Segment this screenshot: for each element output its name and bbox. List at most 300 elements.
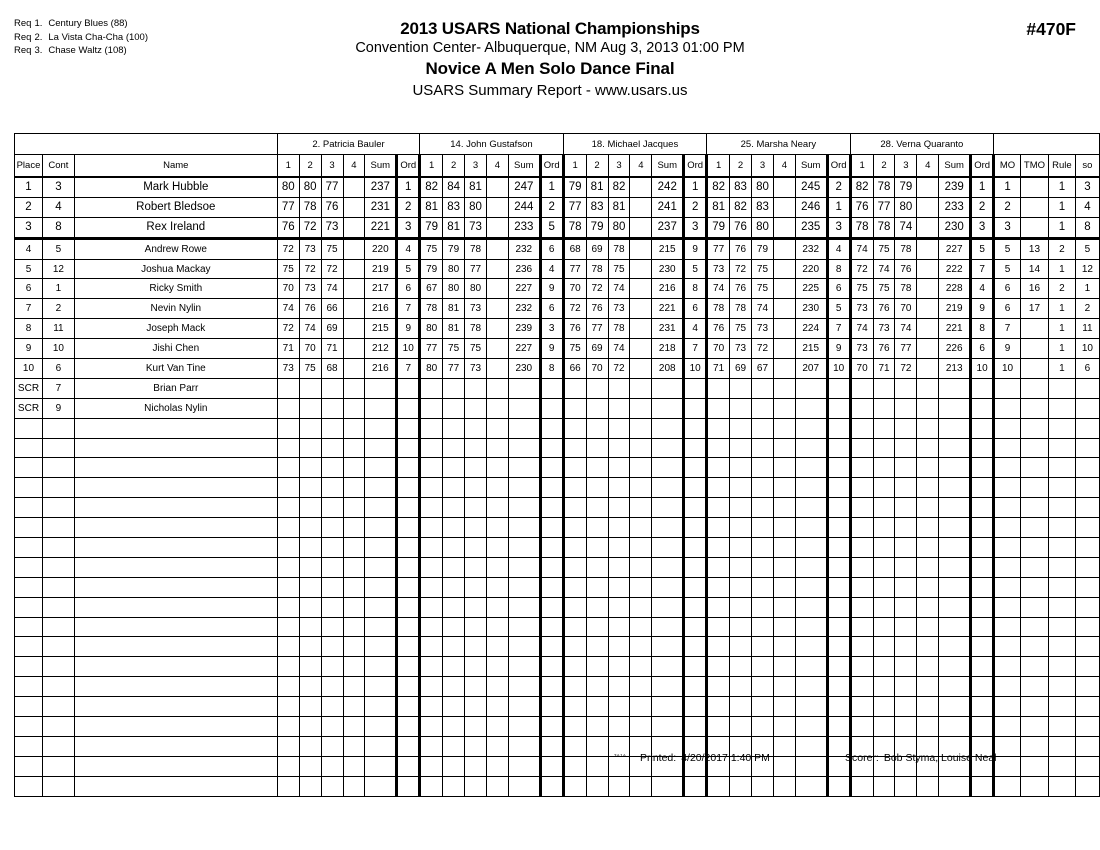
cell-tmo: [1021, 398, 1049, 418]
cell-rule: 1: [1048, 217, 1075, 238]
cell-score-empty: [343, 717, 365, 737]
cell-score-empty: [420, 617, 443, 637]
cell-sum: 237: [652, 217, 684, 238]
cell-so: 1: [1075, 279, 1099, 299]
cell-score-empty: [321, 498, 343, 518]
cell-score: [343, 319, 365, 339]
cell-score-empty: [730, 538, 752, 558]
cell-cont: 2: [42, 299, 74, 319]
cell-score: [486, 299, 508, 319]
cell-score-empty: [563, 697, 586, 717]
cell-ord-empty: [397, 756, 420, 776]
cell-score: 71: [873, 359, 895, 379]
cell-score: 75: [873, 279, 895, 299]
cell-score-empty: [277, 697, 299, 717]
cell-score-empty: [608, 617, 630, 637]
cell-score-empty: [773, 736, 795, 756]
cell-score-empty: [773, 697, 795, 717]
cell-score: 73: [465, 299, 487, 319]
cell-score-empty: [850, 557, 873, 577]
cell-sum: 225: [795, 279, 827, 299]
cell-rule-empty: [1048, 577, 1075, 597]
cell-score: 73: [850, 339, 873, 359]
cell-score: 81: [707, 197, 730, 217]
cell-sum-empty: [795, 657, 827, 677]
cell-score-empty: [343, 776, 365, 796]
cell-score: [630, 398, 652, 418]
cell-score: 74: [608, 279, 630, 299]
cell-mo-empty: [994, 617, 1021, 637]
cell-so: 11: [1075, 319, 1099, 339]
cell-score-empty: [917, 538, 939, 558]
cell-sum-empty: [939, 617, 971, 637]
cell-score-empty: [321, 478, 343, 498]
cell-sum-empty: [795, 697, 827, 717]
cell-score-empty: [321, 637, 343, 657]
cell-mo-empty: [994, 637, 1021, 657]
cell-score: 78: [465, 238, 487, 259]
cell-score-empty: [895, 776, 917, 796]
cell-score-empty: [486, 657, 508, 677]
cell-score: [420, 398, 443, 418]
cell-score-empty: [343, 577, 365, 597]
cell-score: [486, 359, 508, 379]
cell-ord: [827, 398, 850, 418]
cell-score-empty: [773, 438, 795, 458]
cell-rule: [1048, 398, 1075, 418]
cell-score-empty: [895, 518, 917, 538]
cell-name: Joshua Mackay: [74, 259, 277, 279]
cell-ord-empty: [827, 498, 850, 518]
cell-score-empty: [707, 697, 730, 717]
cell-score: 74: [277, 299, 299, 319]
cell-mo: [994, 398, 1021, 418]
table-row-empty: [15, 498, 1100, 518]
cell-score-empty: [773, 538, 795, 558]
cell-score-empty: [563, 736, 586, 756]
cell-score-empty: [321, 518, 343, 538]
cell-name-empty: [74, 756, 277, 776]
cell-name: Kurt Van Tine: [74, 359, 277, 379]
cell-score-empty: [465, 717, 487, 737]
cell-mo-empty: [994, 478, 1021, 498]
cell-score: [321, 378, 343, 398]
cell-score: 77: [895, 339, 917, 359]
cell-score-empty: [299, 756, 321, 776]
cell-score: [917, 177, 939, 197]
cell-score: 76: [277, 217, 299, 238]
cell-place-empty: [15, 597, 43, 617]
cell-score: 81: [608, 197, 630, 217]
cell-score-empty: [465, 557, 487, 577]
cell-name: Brian Parr: [74, 378, 277, 398]
judge-name: 18. Michael Jacques: [563, 134, 706, 155]
cell-sum-empty: [652, 518, 684, 538]
cell-score-empty: [773, 498, 795, 518]
cell-score-empty: [586, 717, 608, 737]
requirement-label: Req: [14, 31, 32, 43]
cell-sum-empty: [795, 557, 827, 577]
cell-tmo-empty: [1021, 458, 1049, 478]
cell-mo: 9: [994, 339, 1021, 359]
table-row-empty: [15, 597, 1100, 617]
cell-score-empty: [443, 697, 465, 717]
cell-score-empty: [586, 617, 608, 637]
cell-name: Ricky Smith: [74, 279, 277, 299]
cell-sum: 224: [795, 319, 827, 339]
cell-score-empty: [873, 677, 895, 697]
cell-score-empty: [343, 438, 365, 458]
cell-score-empty: [873, 717, 895, 737]
cell-sum: 235: [795, 217, 827, 238]
cell-place: 7: [15, 299, 43, 319]
table-row-empty: [15, 717, 1100, 737]
cell-score-empty: [486, 538, 508, 558]
cell-name: Jishi Chen: [74, 339, 277, 359]
cell-score-empty: [343, 756, 365, 776]
cell-sum: 222: [939, 259, 971, 279]
cell-score-empty: [730, 617, 752, 637]
cell-ord-empty: [971, 657, 994, 677]
cell-rule: 1: [1048, 259, 1075, 279]
cell-score: 72: [752, 339, 774, 359]
cell-sum: 230: [795, 299, 827, 319]
cell-ord-empty: [684, 717, 707, 737]
cell-score-empty: [917, 478, 939, 498]
cell-score-empty: [486, 637, 508, 657]
table-row: [15, 259, 1100, 279]
cell-tmo-empty: [1021, 538, 1049, 558]
table-row-empty: [15, 418, 1100, 438]
cell-score: 75: [608, 259, 630, 279]
cell-score-empty: [443, 518, 465, 538]
cell-score-empty: [850, 577, 873, 597]
cell-score-empty: [343, 657, 365, 677]
cell-sum: [508, 378, 540, 398]
cell-ord: 5: [540, 217, 563, 238]
cell-score-empty: [420, 557, 443, 577]
cell-place: 8: [15, 319, 43, 339]
cell-ord: [397, 398, 420, 418]
cell-score: 72: [586, 279, 608, 299]
cell-score-empty: [730, 418, 752, 438]
cell-rule: 1: [1048, 299, 1075, 319]
cell-score: 76: [707, 319, 730, 339]
cell-so-empty: [1075, 498, 1099, 518]
cell-sum-empty: [508, 557, 540, 577]
cell-sum-empty: [939, 478, 971, 498]
cell-sum-empty: [652, 498, 684, 518]
cell-score: [917, 299, 939, 319]
cell-score-empty: [608, 776, 630, 796]
cell-score: 74: [752, 299, 774, 319]
cell-score-empty: [321, 458, 343, 478]
cell-score: [730, 378, 752, 398]
cell-score: [773, 238, 795, 259]
cell-so: 3: [1075, 177, 1099, 197]
cell-ord: 6: [540, 238, 563, 259]
cell-cont: 4: [42, 197, 74, 217]
cell-score-empty: [752, 657, 774, 677]
cell-sum-empty: [939, 498, 971, 518]
cell-score-empty: [277, 617, 299, 637]
cell-ord-empty: [397, 677, 420, 697]
cell-score-empty: [608, 557, 630, 577]
cell-score: [773, 259, 795, 279]
cell-score: 79: [420, 217, 443, 238]
cell-score: 76: [321, 197, 343, 217]
cell-rule: 1: [1048, 177, 1075, 197]
cell-cont-empty: [42, 756, 74, 776]
cell-mo-empty: [994, 736, 1021, 756]
cell-score-empty: [299, 538, 321, 558]
cell-sum: [652, 398, 684, 418]
cell-sum-empty: [939, 637, 971, 657]
cell-rule-empty: [1048, 717, 1075, 737]
cell-ord: 9: [684, 238, 707, 259]
cell-score-empty: [873, 577, 895, 597]
cell-score-empty: [420, 498, 443, 518]
cell-cont-empty: [42, 597, 74, 617]
cell-mo-empty: [994, 557, 1021, 577]
cell-score-empty: [420, 518, 443, 538]
cell-name-empty: [74, 557, 277, 577]
cell-score: 66: [321, 299, 343, 319]
cell-score-empty: [752, 617, 774, 637]
cell-place-empty: [15, 776, 43, 796]
cell-score-empty: [707, 557, 730, 577]
cell-ord: 2: [397, 197, 420, 217]
cell-score: [486, 259, 508, 279]
requirement-number: 3.: [34, 45, 43, 56]
cell-score: [608, 378, 630, 398]
table-row-empty: [15, 677, 1100, 697]
cell-score-empty: [420, 418, 443, 438]
cell-score: 75: [443, 339, 465, 359]
cell-ord: 2: [971, 197, 994, 217]
cell-score: 72: [277, 238, 299, 259]
division-title: Novice A Men Solo Dance Final: [425, 59, 675, 78]
cell-name-empty: [74, 458, 277, 478]
cell-ord-empty: [684, 637, 707, 657]
cell-score-empty: [486, 677, 508, 697]
cell-score-empty: [586, 776, 608, 796]
cell-sum-empty: [365, 478, 397, 498]
cell-tmo-empty: [1021, 577, 1049, 597]
cell-score-empty: [773, 776, 795, 796]
cell-score-empty: [465, 756, 487, 776]
cell-score-empty: [420, 776, 443, 796]
cell-so-empty: [1075, 438, 1099, 458]
cell-score-empty: [608, 597, 630, 617]
cell-name: Andrew Rowe: [74, 238, 277, 259]
cell-ord: [397, 378, 420, 398]
cell-sum-empty: [508, 657, 540, 677]
column-header-score-4: 4: [486, 155, 508, 178]
requirement-name: Century Blues (88): [48, 18, 128, 29]
cell-score-empty: [321, 717, 343, 737]
cell-score: [343, 398, 365, 418]
cell-score-empty: [563, 458, 586, 478]
cell-score-empty: [443, 538, 465, 558]
cell-tmo: [1021, 217, 1049, 238]
cell-sum: 217: [365, 279, 397, 299]
cell-score: [917, 378, 939, 398]
cell-ord-empty: [684, 418, 707, 438]
cell-score-empty: [850, 498, 873, 518]
cell-so: 4: [1075, 197, 1099, 217]
cell-score-empty: [895, 458, 917, 478]
cell-sum-empty: [652, 776, 684, 796]
cell-mo-empty: [994, 597, 1021, 617]
cell-sum: 208: [652, 359, 684, 379]
cell-score-empty: [420, 677, 443, 697]
requirement-number: 2.: [34, 31, 43, 43]
cell-so-empty: [1075, 617, 1099, 637]
cell-score-empty: [277, 478, 299, 498]
cell-score-empty: [730, 577, 752, 597]
cell-ord-empty: [827, 697, 850, 717]
cell-score-empty: [707, 677, 730, 697]
cell-rule-empty: [1048, 617, 1075, 637]
cell-sum-empty: [939, 538, 971, 558]
cell-ord-empty: [540, 577, 563, 597]
cell-sum-empty: [508, 717, 540, 737]
cell-score-empty: [608, 438, 630, 458]
cell-score-empty: [443, 677, 465, 697]
cell-ord: 6: [971, 339, 994, 359]
cell-score-empty: [608, 418, 630, 438]
cell-ord-empty: [684, 677, 707, 697]
cell-sum: 226: [939, 339, 971, 359]
cell-score-empty: [586, 538, 608, 558]
cell-score-empty: [752, 458, 774, 478]
cell-score-empty: [608, 458, 630, 478]
cell-score-empty: [917, 657, 939, 677]
cell-ord-empty: [684, 458, 707, 478]
cell-ord: 3: [540, 319, 563, 339]
cell-sum-empty: [795, 418, 827, 438]
cell-score-empty: [707, 538, 730, 558]
cell-score: [850, 398, 873, 418]
cell-score: 81: [443, 217, 465, 238]
cell-score-empty: [773, 657, 795, 677]
cell-sum: 219: [365, 259, 397, 279]
cell-score-empty: [321, 418, 343, 438]
cell-score: 75: [752, 279, 774, 299]
cell-score-empty: [343, 418, 365, 438]
cell-score: 81: [586, 177, 608, 197]
cell-so-empty: [1075, 418, 1099, 438]
cell-score: 75: [752, 259, 774, 279]
cell-score: 80: [277, 177, 299, 197]
cell-score-empty: [917, 677, 939, 697]
cell-score: 76: [895, 259, 917, 279]
cell-rule: [1048, 378, 1075, 398]
cell-so-empty: [1075, 458, 1099, 478]
cell-score-empty: [486, 717, 508, 737]
cell-ord: 9: [971, 299, 994, 319]
cell-score: 75: [277, 259, 299, 279]
cell-place-empty: [15, 617, 43, 637]
cell-score: [773, 378, 795, 398]
column-header-score-2: 2: [873, 155, 895, 178]
cell-score: 77: [277, 197, 299, 217]
cell-cont-empty: [42, 557, 74, 577]
cell-score: [443, 378, 465, 398]
cell-place-empty: [15, 518, 43, 538]
cell-score-empty: [321, 776, 343, 796]
cell-score-empty: [563, 557, 586, 577]
cell-score: 78: [420, 299, 443, 319]
cell-score-empty: [465, 736, 487, 756]
cell-score-empty: [465, 657, 487, 677]
cell-score-empty: [465, 577, 487, 597]
cell-rule-empty: [1048, 637, 1075, 657]
cell-score: 74: [873, 259, 895, 279]
table-row-empty: [15, 617, 1100, 637]
cell-score-empty: [752, 557, 774, 577]
cell-score-empty: [895, 597, 917, 617]
cell-score-empty: [752, 478, 774, 498]
cell-score-empty: [299, 657, 321, 677]
cell-score-empty: [850, 617, 873, 637]
cell-place: 9: [15, 339, 43, 359]
cell-score-empty: [608, 677, 630, 697]
column-header-score-2: 2: [730, 155, 752, 178]
cell-ord: 3: [971, 217, 994, 238]
cell-score-empty: [443, 776, 465, 796]
cell-score-empty: [486, 617, 508, 637]
cell-score-empty: [850, 776, 873, 796]
cell-ord: 10: [827, 359, 850, 379]
cell-score-empty: [730, 438, 752, 458]
printed-value: 4/20/2017 1:40 PM: [681, 752, 770, 764]
cell-score: 81: [443, 299, 465, 319]
cell-score-empty: [586, 557, 608, 577]
cell-place-empty: [15, 657, 43, 677]
cell-score: 75: [873, 238, 895, 259]
cell-score: [917, 339, 939, 359]
cell-sum-empty: [365, 418, 397, 438]
cell-score-empty: [773, 677, 795, 697]
cell-so-empty: [1075, 736, 1099, 756]
cell-score: [299, 378, 321, 398]
cell-rule-empty: [1048, 418, 1075, 438]
cell-score: [343, 238, 365, 259]
cell-score-empty: [486, 438, 508, 458]
cell-score-empty: [443, 756, 465, 776]
cell-name-empty: [74, 597, 277, 617]
column-header-score-4: 4: [343, 155, 365, 178]
cell-ord: 5: [971, 238, 994, 259]
cell-rule-empty: [1048, 677, 1075, 697]
cell-so-empty: [1075, 478, 1099, 498]
cell-ord-empty: [540, 538, 563, 558]
cell-ord-empty: [540, 597, 563, 617]
cell-score-empty: [563, 637, 586, 657]
cell-score-empty: [730, 458, 752, 478]
cell-ord-empty: [397, 637, 420, 657]
cell-sum-empty: [795, 677, 827, 697]
cell-sum: 227: [508, 339, 540, 359]
cell-sum: 215: [795, 339, 827, 359]
cell-score-empty: [277, 717, 299, 737]
cell-score: 77: [563, 259, 586, 279]
cell-ord-empty: [827, 577, 850, 597]
column-header-mo: MO: [994, 155, 1021, 178]
cell-score: 81: [420, 197, 443, 217]
